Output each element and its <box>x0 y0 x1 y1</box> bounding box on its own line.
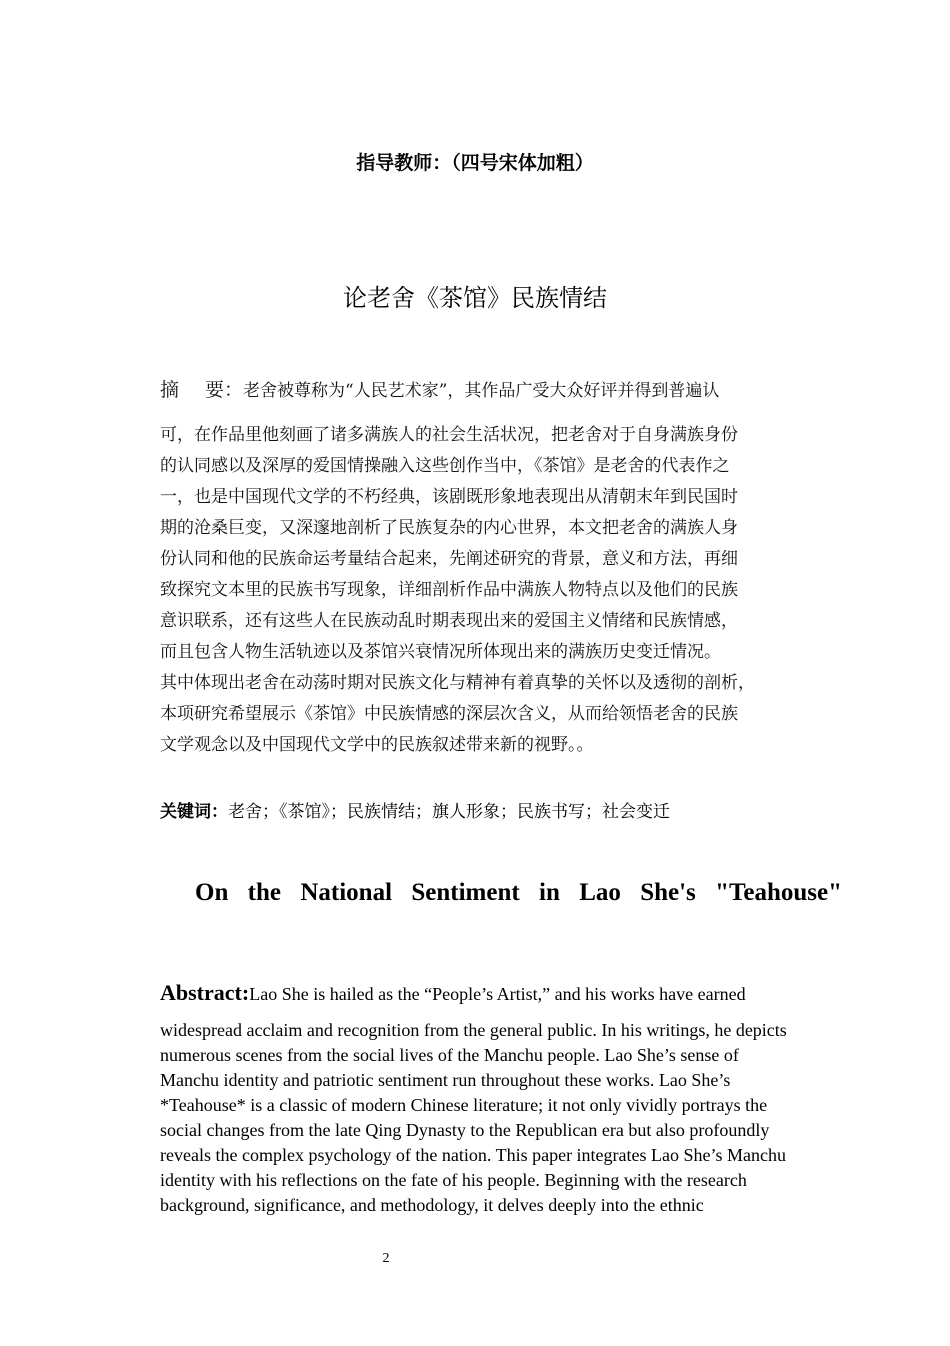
page-number: 2 <box>382 1251 390 1266</box>
english-abstract-line: social changes from the late Qing Dynasty to the Republican era but also profoundly <box>160 1120 770 1140</box>
chinese-keywords <box>160 798 835 826</box>
english-abstract-line: reveals the complex psychology of the nation. This paper integrates Lao She’s Manchu <box>160 1145 787 1165</box>
chinese-abstract <box>160 376 835 761</box>
abstract-label-right: 要： <box>205 379 244 401</box>
english-abstract-line: identity with his reflections on the fate of his people. Beginning with the research <box>160 1170 747 1190</box>
english-abstract-line: *Teahouse* is a classic of modern Chinese literature; it not only vividly portrays the <box>160 1095 768 1115</box>
chinese-abstract-line: 其中体现出老舍在动荡时期对民族文化与精神有着真挚的关怀以及透彻的剖析， <box>160 673 755 693</box>
english-abstract-line: widespread acclaim and recognition from the general public. In his writings, he depicts <box>160 1020 787 1040</box>
english-abstract-line: numerous scenes from the social lives of the Manchu people. Lao She’s sense of <box>160 1045 739 1065</box>
chinese-abstract-line: 期的沧桑巨变，又深邃地剖析了民族复杂的内心世界，本文把老舍的满族人身 <box>160 518 738 538</box>
chinese-abstract-line: 可，在作品里他刻画了诸多满族人的社会生活状况，把老舍对于自身满族身份 <box>160 425 738 445</box>
keywords-text: 老舍；《茶馆》；民族情结；旗人形象；民族书写；社会变迁 <box>228 802 670 822</box>
chinese-abstract-line: 份认同和他的民族命运考量结合起来，先阐述研究的背景，意义和方法，再细 <box>160 549 738 569</box>
chinese-abstract-line: 一，也是中国现代文学的不朽经典，该剧既形象地表现出从清朝末年到民国时 <box>160 487 738 507</box>
chinese-abstract-body <box>160 420 835 761</box>
chinese-abstract-line: 本项研究希望展示《茶馆》中民族情感的深层次含义，从而给领悟老舍的民族 <box>160 704 738 724</box>
keywords-label: 关键词： <box>160 802 228 822</box>
chinese-abstract-line: 的认同感以及深厚的爱国情操融入这些创作当中，《茶馆》是老舍的代表作之 <box>160 456 730 476</box>
english-abstract-label: Abstract: <box>160 980 250 1005</box>
english-abstract-line: background, significance, and methodology, it delves deeply into the ethnic <box>160 1195 704 1215</box>
chinese-abstract-label <box>160 379 243 401</box>
chinese-abstract-opening: 老舍被尊称为“人民艺术家”，其作品广受大众好评并得到普遍认 <box>243 381 720 401</box>
english-title: On the National Sentiment in Lao She's "Teahouse" <box>195 879 842 906</box>
chinese-abstract-line: 致探究文本里的民族书写现象，详细剖析作品中满族人物特点以及他们的民族 <box>160 580 738 600</box>
advisor-label: 指导教师：（四号宋体加粗） <box>356 152 594 174</box>
chinese-abstract-line: 文学观念以及中国现代文学中的民族叙述带来新的视野。。 <box>160 735 594 755</box>
chinese-abstract-line: 而且包含人物生活轨迹以及茶馆兴衰情况所体现出来的满族历史变迁情况。 <box>160 642 721 662</box>
english-abstract-line: Manchu identity and patriotic sentiment run throughout these works. Lao She’s <box>160 1070 731 1090</box>
english-abstract-first-line <box>160 978 840 1018</box>
abstract-label-left: 摘 <box>160 379 180 401</box>
english-abstract <box>160 978 840 1218</box>
chinese-abstract-first-line <box>160 376 835 416</box>
english-abstract-opening: Lao She is hailed as the “People’s Artist,” and his works have earned <box>249 984 746 1004</box>
chinese-title: 论老舍《茶馆》民族情结 <box>343 284 607 312</box>
chinese-abstract-line: 意识联系，还有这些人在民族动乱时期表现出来的爱国主义情绪和民族情感， <box>160 611 738 631</box>
